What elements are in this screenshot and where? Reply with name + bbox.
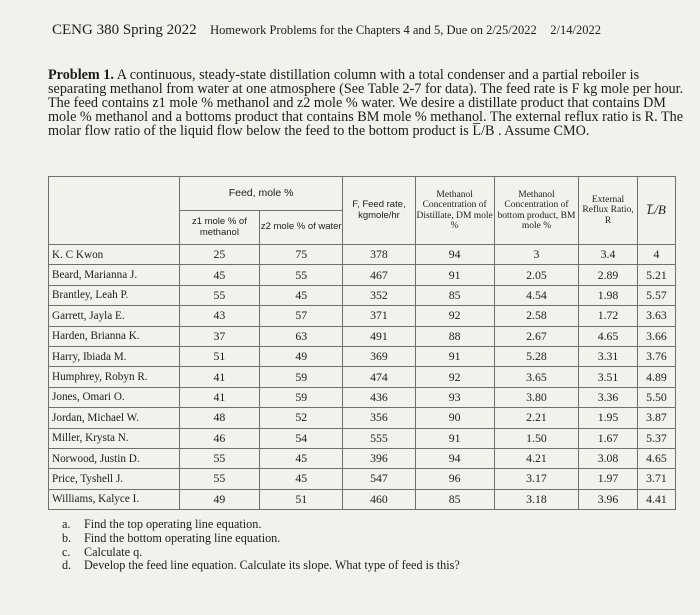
feed-rate-cell: 378 [343, 245, 415, 265]
distillate-cell: 92 [415, 367, 494, 387]
question-text: Calculate q. [84, 544, 143, 559]
question-letter: c. [62, 544, 71, 559]
feed-group-header: Feed, mole % [179, 177, 343, 211]
question-text: Find the bottom operating line equation. [84, 530, 281, 545]
student-name-cell: Norwood, Justin D. [49, 448, 180, 468]
reflux-ratio-cell: 1.67 [579, 428, 638, 448]
bottoms-cell: 3.17 [494, 469, 578, 489]
distillate-cell: 96 [415, 469, 494, 489]
z1-header: z1 mole % of methanol [179, 211, 259, 245]
reflux-ratio-cell: 3.96 [579, 489, 638, 509]
bottoms-cell: 5.28 [494, 346, 578, 366]
lb-ratio-cell: 3.66 [637, 326, 675, 346]
feed-rate-cell: 396 [343, 448, 415, 468]
question-item [62, 559, 662, 573]
data-table [48, 176, 676, 510]
question-list [62, 518, 662, 573]
feed-rate-cell: 460 [343, 489, 415, 509]
z2-cell: 45 [260, 448, 343, 468]
z1-cell: 37 [179, 326, 259, 346]
reflux-ratio-cell: 3.08 [579, 448, 638, 468]
z2-cell: 59 [260, 387, 343, 407]
question-item [62, 546, 662, 560]
question-letter: b. [62, 530, 72, 545]
question-letter: a. [62, 517, 71, 531]
lb-ratio-cell: 4 [637, 245, 675, 265]
table-row [49, 489, 676, 509]
question-item [62, 518, 662, 532]
lb-ratio-cell: 3.76 [637, 346, 675, 366]
z1-cell: 55 [179, 448, 259, 468]
bottoms-cell: 2.67 [494, 326, 578, 346]
bottoms-cell: 2.58 [494, 306, 578, 326]
lb-ratio-cell: 5.50 [637, 387, 675, 407]
problem-label: Problem 1. [48, 67, 114, 83]
student-name-cell: Harry, Ibiada M. [49, 346, 180, 366]
z1-cell: 51 [179, 346, 259, 366]
distillate-cell: 94 [415, 448, 494, 468]
lb-ratio-cell: 3.71 [637, 469, 675, 489]
table-row [49, 285, 676, 305]
lb-ratio-cell: 4.89 [637, 367, 675, 387]
student-name-cell: Humphrey, Robyn R. [49, 367, 180, 387]
distillate-cell: 90 [415, 408, 494, 428]
z1-cell: 41 [179, 367, 259, 387]
feed-rate-cell: 352 [343, 285, 415, 305]
table-row [49, 306, 676, 326]
reflux-ratio-cell: 2.89 [579, 265, 638, 285]
feed-rate-cell: 369 [343, 346, 415, 366]
table-row [49, 448, 676, 468]
student-name-cell: Jones, Omari O. [49, 387, 180, 407]
reflux-ratio-cell: 1.95 [579, 408, 638, 428]
distillate-cell: 91 [415, 346, 494, 366]
table-row [49, 346, 676, 366]
lb-ratio-cell: 5.57 [637, 285, 675, 305]
z1-cell: 49 [179, 489, 259, 509]
question-text: Find the top operating line equation. [84, 517, 262, 531]
lb-ratio-cell: 5.21 [637, 265, 675, 285]
z1-cell: 55 [179, 285, 259, 305]
bottoms-cell: 2.05 [494, 265, 578, 285]
student-name-cell: Williams, Kalyce I. [49, 489, 180, 509]
table-body [49, 245, 676, 510]
bottoms-cell: 4.21 [494, 448, 578, 468]
table-row [49, 326, 676, 346]
question-letter: d. [62, 558, 72, 573]
distillate-cell: 88 [415, 326, 494, 346]
assignment-subtitle: Homework Problems for the Chapters 4 and 5, Due on 2/25/2022 [210, 23, 537, 37]
lb-ratio-header: L̅/B [637, 177, 675, 245]
name-column-header [49, 177, 180, 245]
z1-cell: 25 [179, 245, 259, 265]
bottoms-cell: 3.80 [494, 387, 578, 407]
bottoms-cell: 1.50 [494, 428, 578, 448]
z1-cell: 46 [179, 428, 259, 448]
z2-cell: 55 [260, 265, 343, 285]
header-date: 2/14/2022 [550, 23, 601, 37]
z2-cell: 45 [260, 285, 343, 305]
reflux-ratio-cell: 3.31 [579, 346, 638, 366]
lb-ratio-cell: 4.41 [637, 489, 675, 509]
table-row [49, 408, 676, 428]
table-row [49, 469, 676, 489]
z2-cell: 45 [260, 469, 343, 489]
feed-rate-cell: 467 [343, 265, 415, 285]
table-row [49, 367, 676, 387]
z2-cell: 49 [260, 346, 343, 366]
student-name-cell: Jordan, Michael W. [49, 408, 180, 428]
reflux-ratio-cell: 3.36 [579, 387, 638, 407]
student-name-cell: Beard, Marianna J. [49, 265, 180, 285]
lb-ratio-cell: 5.37 [637, 428, 675, 448]
distillate-cell: 92 [415, 306, 494, 326]
reflux-ratio-header: External Reflux Ratio, R [579, 177, 638, 245]
question-item [62, 532, 662, 546]
question-text: Develop the feed line equation. Calculate its slope. What type of feed is this? [84, 558, 460, 573]
bottoms-cell: 2.21 [494, 408, 578, 428]
z1-cell: 48 [179, 408, 259, 428]
z2-header: z2 mole % of water [260, 211, 343, 245]
bottoms-cell: 3.65 [494, 367, 578, 387]
lb-ratio-cell: 3.87 [637, 408, 675, 428]
feed-rate-cell: 491 [343, 326, 415, 346]
feed-rate-cell: 436 [343, 387, 415, 407]
student-name-cell: Miller, Krysta N. [49, 428, 180, 448]
feed-rate-cell: 371 [343, 306, 415, 326]
page-header [52, 22, 692, 39]
distillate-cell: 85 [415, 489, 494, 509]
z2-cell: 63 [260, 326, 343, 346]
z2-cell: 52 [260, 408, 343, 428]
z2-cell: 57 [260, 306, 343, 326]
student-name-cell: Price, Tyshell J. [49, 469, 180, 489]
bottoms-cell: 3 [494, 245, 578, 265]
table-row [49, 245, 676, 265]
bottoms-cell: 4.54 [494, 285, 578, 305]
bottoms-cell: 3.18 [494, 489, 578, 509]
course-title: CENG 380 Spring 2022 [52, 22, 197, 38]
distillate-cell: 94 [415, 245, 494, 265]
student-name-cell: K. C Kwon [49, 245, 180, 265]
distillate-cell: 91 [415, 265, 494, 285]
reflux-ratio-cell: 1.97 [579, 469, 638, 489]
feed-rate-cell: 547 [343, 469, 415, 489]
lb-ratio-cell: 4.65 [637, 448, 675, 468]
student-name-cell: Garrett, Jayla E. [49, 306, 180, 326]
lb-ratio-cell: 3.63 [637, 306, 675, 326]
problem-text: A continuous, steady-state distillation column with a total condenser and a partial reboiler is separating methanol from water at one atmosphere (See Table 2-7 for data). The feed rate is F kg mole per hour. The feed contains z1 mole % methanol and z2 mole % water. We desire a distillate product that contains DM mole % methanol and a bottoms product that contains BM mole % methanol. The external reflux ratio is R. The molar flow ratio of the liquid flow below the feed to the bottom product is L̅/B . Assume CMO. [48, 67, 684, 139]
reflux-ratio-cell: 3.4 [579, 245, 638, 265]
distillate-cell: 91 [415, 428, 494, 448]
reflux-ratio-cell: 1.72 [579, 306, 638, 326]
reflux-ratio-cell: 3.51 [579, 367, 638, 387]
distillate-cell: 93 [415, 387, 494, 407]
z2-cell: 59 [260, 367, 343, 387]
z1-cell: 41 [179, 387, 259, 407]
distillate-cell: 85 [415, 285, 494, 305]
z2-cell: 54 [260, 428, 343, 448]
reflux-ratio-cell: 4.65 [579, 326, 638, 346]
distillate-header: Methanol Concentration of Distillate, DM mole % [415, 177, 494, 245]
reflux-ratio-cell: 1.98 [579, 285, 638, 305]
table-row [49, 265, 676, 285]
feed-rate-header: F, Feed rate, kgmole/hr [343, 177, 415, 245]
problem-statement [48, 68, 684, 138]
z2-cell: 75 [260, 245, 343, 265]
feed-rate-cell: 474 [343, 367, 415, 387]
z1-cell: 45 [179, 265, 259, 285]
student-name-cell: Brantley, Leah P. [49, 285, 180, 305]
feed-rate-cell: 555 [343, 428, 415, 448]
z2-cell: 51 [260, 489, 343, 509]
table-row [49, 387, 676, 407]
bottoms-header: Methanol Concentration of bottom product, BM mole % [494, 177, 578, 245]
z1-cell: 43 [179, 306, 259, 326]
z1-cell: 55 [179, 469, 259, 489]
feed-rate-cell: 356 [343, 408, 415, 428]
table-row [49, 428, 676, 448]
student-name-cell: Harden, Brianna K. [49, 326, 180, 346]
